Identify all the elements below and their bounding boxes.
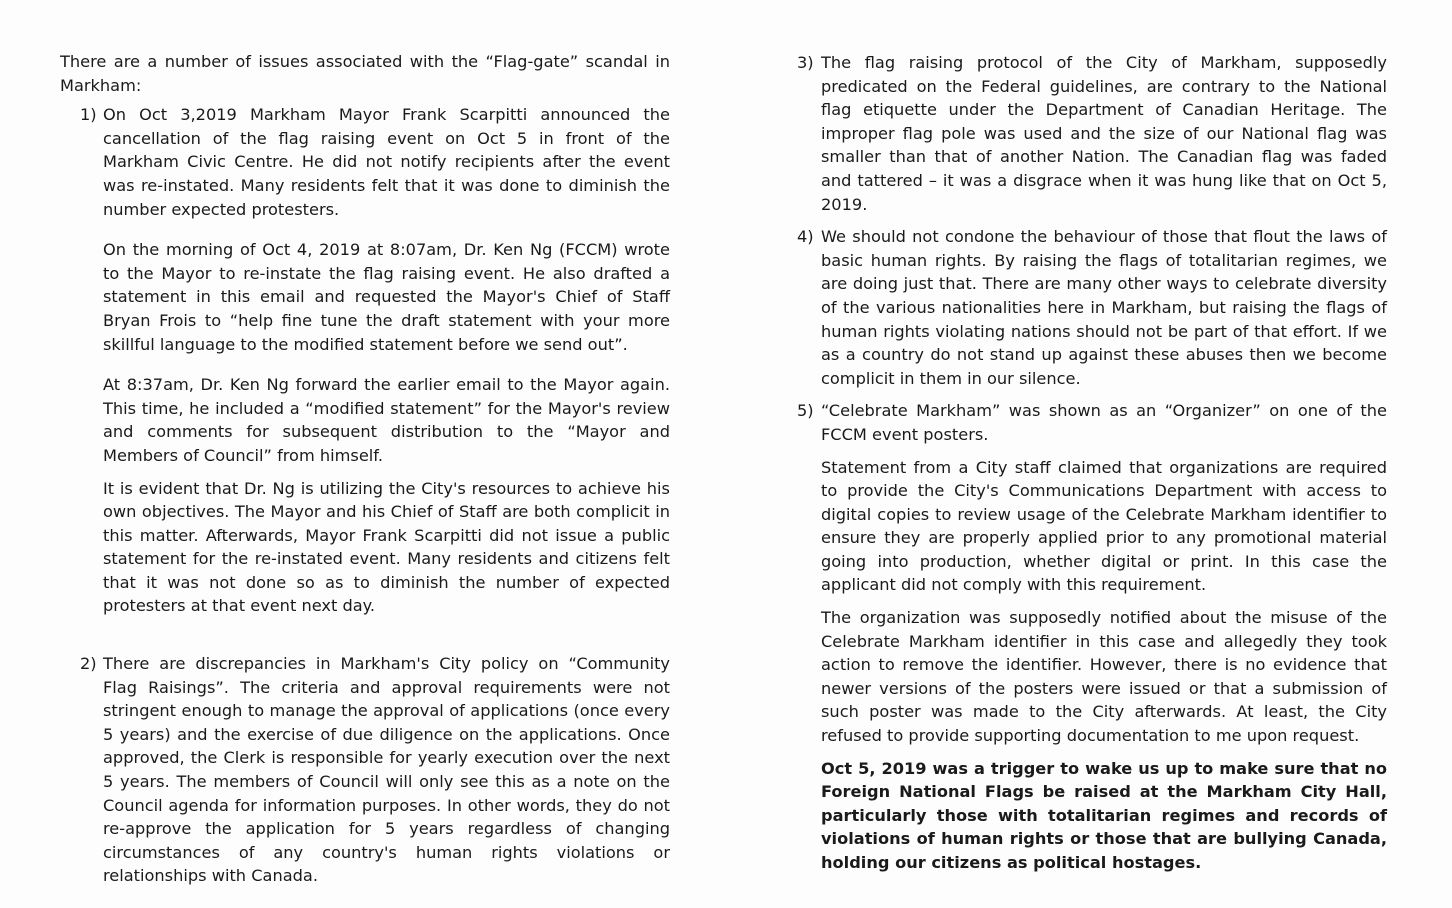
list-number: 2) (80, 654, 97, 674)
list-number: 4) (797, 227, 814, 247)
left-column (60, 50, 670, 897)
item-3-paragraph-1: The flag raising protocol of the City of Markham, supposedly predicated on the Federal guidelines, are contrary to the National flag etiquette under the Department of Canadian Heritage. The improper flag pole was used and the size of our National flag was smaller than that of another Nation. The Canadian flag was faded and tattered – it was a disgrace when it was hung like that on Oct 5, 2019. (821, 53, 1387, 214)
item-5-paragraph-2: Statement from a City staff claimed that organizations are required to provide the City's Communications Department with access to digital copies to review usage of the Celebrate Markham identifier to ensure they are properly applied prior to any promotional material going into production, whether digital or print. In this case the applicant did not comply with this requirement. (821, 457, 1387, 595)
intro-paragraph: There are a number of issues associated with the “Flag-gate” scandal in Markham: (60, 52, 670, 95)
item-1-paragraph-3: At 8:37am, Dr. Ken Ng forward the earlier email to the Mayor again. This time, he included a “modified statement” for the Mayor's review and comments for subsequent distribution to the “Mayor and Members of Council” from himself. (103, 375, 670, 465)
item-1-paragraph-2: On the morning of Oct 4, 2019 at 8:07am, Dr. Ken Ng (FCCM) wrote to the Mayor to re-instate the flag raising event. He also drafted a statement in this email and requested the Mayor's Chief of Staff Bryan Frois to “help fine tune the draft statement with your more skillful language to the modified statement before we send out”. (103, 240, 670, 354)
list-number: 5) (797, 401, 814, 421)
list-item-4 (797, 225, 1387, 390)
item-4-paragraph-1: We should not condone the behaviour of those that flout the laws of basic human rights. By raising the flags of totalitarian regimes, we are doing just that. There are many other ways to celebrate diversity of the various nationalities here in Markham, but raising the flags of human rights violating nations should not be part of that effort. If we as a country do not stand up against these abuses then we become complicit in them in our silence. (821, 227, 1387, 388)
list-item-1 (60, 103, 670, 618)
item-5-paragraph-3: The organization was supposedly notified about the misuse of the Celebrate Markham identifier in this case and allegedly they took action to remove the identifier. However, there is no evidence that newer versions of the posters were issued or that a submission of such poster was made to the City afterwards. At least, the City refused to provide supporting documentation to me upon request. (821, 608, 1387, 746)
list-number: 1) (80, 105, 97, 125)
list-number: 3) (797, 53, 814, 72)
right-column (797, 51, 1387, 884)
item-5-conclusion: Oct 5, 2019 was a trigger to wake us up to make sure that no Foreign National Flags be raised at the Markham City Hall, particularly those with totalitarian regimes and records of violations of human rights or those that are bullying Canada, holding our citizens as political hostages. (821, 758, 1387, 872)
list-item-3 (797, 51, 1387, 216)
item-1-paragraph-1: On Oct 3,2019 Markham Mayor Frank Scarpitti announced the cancellation of the flag raising event on Oct 5 in front of the Markham Civic Centre. He did not notify recipients after the event was re-instated. Many residents felt that it was done to diminish the number expected protesters. (103, 105, 670, 219)
item-2-paragraph-1: There are discrepancies in Markham's City policy on “Community Flag Raisings”. The criteria and approval requirements were not stringent enough to manage the approval of applications (once every 5 years) and the exercise of due diligence on the applications. Once approved, the Clerk is responsible for yearly execution over the next 5 years. The members of Council will only see this as a note on the Council agenda for information purposes. In other words, they do not re-approve the application for 5 years regardless of changing circumstances of any country's human rights violations or relationships with Canada. (103, 654, 670, 886)
item-5-paragraph-1: “Celebrate Markham” was shown as an “Organizer” on one of the FCCM event posters. (821, 401, 1387, 444)
item-1-paragraph-4: It is evident that Dr. Ng is utilizing the City's resources to achieve his own objectives. The Mayor and his Chief of Staff are both complicit in this matter. Afterwards, Mayor Frank Scarpitti did not issue a public statement for the re-instated event. Many residents and citizens felt that it was not done so as to diminish the number of expected protesters at that event next day. (103, 478, 670, 616)
list-item-2 (60, 652, 670, 888)
list-item-5 (797, 399, 1387, 874)
